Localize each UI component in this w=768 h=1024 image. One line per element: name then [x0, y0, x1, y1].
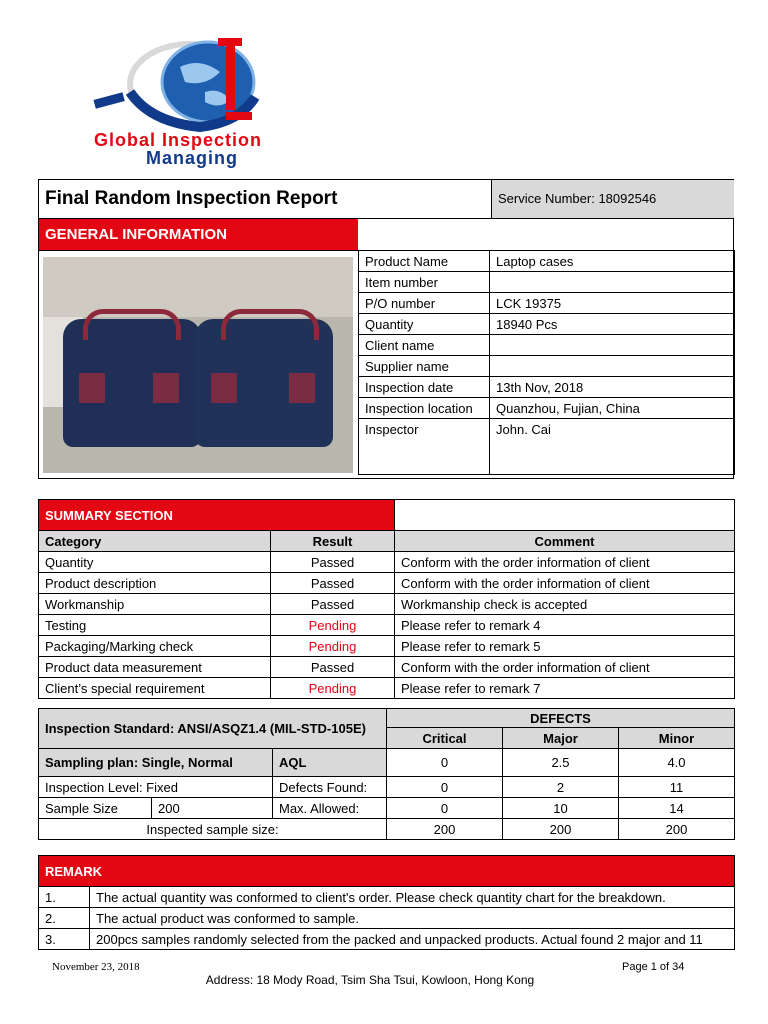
summary-category: Client’s special requirement — [39, 678, 271, 699]
info-label: Item number — [359, 272, 490, 293]
aql-table — [38, 708, 735, 840]
info-label: Inspection location — [359, 398, 490, 419]
summary-category: Testing — [39, 615, 271, 636]
info-label: P/O number — [359, 293, 490, 314]
summary-row — [39, 573, 735, 594]
remark-text: The actual quantity was conformed to client's order. Please check quantity chart for the breakdown. — [90, 887, 735, 908]
summary-result: Pending — [271, 615, 395, 636]
defects-found-minor: 11 — [619, 777, 735, 798]
info-label: Product Name — [359, 251, 490, 272]
general-info-table — [358, 250, 735, 475]
summary-row — [39, 657, 735, 678]
info-label: Supplier name — [359, 356, 490, 377]
summary-header: SUMMARY SECTION — [39, 500, 395, 531]
footer-page-number: Page 1 of 34 — [622, 961, 685, 973]
summary-comment: Please refer to remark 4 — [395, 615, 735, 636]
summary-result: Pending — [271, 636, 395, 657]
summary-result: Passed — [271, 552, 395, 573]
logo-text-line2: Managing — [146, 148, 238, 168]
aql-label: AQL — [273, 749, 387, 777]
summary-category: Packaging/Marking check — [39, 636, 271, 657]
summary-comment: Please refer to remark 5 — [395, 636, 735, 657]
summary-section — [38, 499, 735, 699]
service-number-value: 18092546 — [598, 191, 657, 206]
defects-header: DEFECTS — [387, 709, 735, 728]
summary-result: Passed — [271, 594, 395, 615]
info-value: John. Cai — [490, 419, 735, 475]
inspected-sample-label: Inspected sample size: — [39, 819, 387, 840]
col-minor: Minor — [619, 728, 735, 749]
info-row — [359, 251, 735, 272]
remark-number: 2. — [39, 908, 90, 929]
max-allowed-critical: 0 — [387, 798, 503, 819]
summary-row — [39, 594, 735, 615]
remark-section — [38, 855, 735, 950]
info-row — [359, 377, 735, 398]
info-value: Laptop cases — [490, 251, 735, 272]
remark-text: The actual product was conformed to sample. — [90, 908, 735, 929]
info-row — [359, 356, 735, 377]
info-row — [359, 419, 735, 475]
summary-result: Passed — [271, 657, 395, 678]
remark-row — [39, 929, 735, 950]
defects-found-label: Defects Found: — [273, 777, 387, 798]
footer-address: Address: 18 Mody Road, Tsim Sha Tsui, Kowloon, Hong Kong — [205, 973, 535, 987]
inspected-critical: 200 — [387, 819, 503, 840]
info-label: Client name — [359, 335, 490, 356]
summary-table — [38, 499, 735, 699]
summary-comment: Conform with the order information of client — [395, 552, 735, 573]
info-row — [359, 335, 735, 356]
summary-header-row — [39, 531, 735, 552]
summary-comment: Please refer to remark 7 — [395, 678, 735, 699]
info-value: Quanzhou, Fujian, China — [490, 398, 735, 419]
info-label: Inspection date — [359, 377, 490, 398]
remark-header: REMARK — [39, 856, 735, 887]
summary-comment: Conform with the order information of client — [395, 573, 735, 594]
info-row — [359, 398, 735, 419]
remark-row — [39, 908, 735, 929]
summary-row — [39, 552, 735, 573]
inspection-standard: Inspection Standard: ANSI/ASQZ1.4 (MIL-STD-105E) — [39, 709, 387, 749]
aql-minor: 4.0 — [619, 749, 735, 777]
sample-size-value: 200 — [152, 798, 273, 819]
summary-result: Pending — [271, 678, 395, 699]
remark-table — [38, 855, 735, 950]
col-category: Category — [39, 531, 271, 552]
info-value: 18940 Pcs — [490, 314, 735, 335]
sample-size-label: Sample Size — [39, 798, 152, 819]
inspected-major: 200 — [503, 819, 619, 840]
summary-comment: Conform with the order information of client — [395, 657, 735, 678]
max-allowed-major: 10 — [503, 798, 619, 819]
max-allowed-minor: 14 — [619, 798, 735, 819]
summary-comment: Workmanship check is accepted — [395, 594, 735, 615]
defects-found-critical: 0 — [387, 777, 503, 798]
aql-section — [38, 708, 735, 840]
col-result: Result — [271, 531, 395, 552]
info-row — [359, 272, 735, 293]
remark-text: 200pcs samples randomly selected from the packed and unpacked products. Actual found 2 major and 11 — [90, 929, 735, 950]
logo-text-line1: Global Inspection — [94, 130, 263, 150]
summary-category: Workmanship — [39, 594, 271, 615]
info-value: LCK 19375 — [490, 293, 735, 314]
summary-row — [39, 678, 735, 699]
service-number-label: Service Number: — [498, 191, 595, 206]
info-row — [359, 293, 735, 314]
col-critical: Critical — [387, 728, 503, 749]
col-comment: Comment — [395, 531, 735, 552]
aql-major: 2.5 — [503, 749, 619, 777]
footer-date: November 23, 2018 — [52, 961, 140, 973]
defects-found-major: 2 — [503, 777, 619, 798]
inspection-level: Inspection Level: Fixed — [39, 777, 273, 798]
company-logo — [90, 32, 340, 172]
info-value: 13th Nov, 2018 — [490, 377, 735, 398]
summary-row — [39, 615, 735, 636]
remark-number: 1. — [39, 887, 90, 908]
max-allowed-label: Max. Allowed: — [273, 798, 387, 819]
info-label: Quantity — [359, 314, 490, 335]
report-title: Final Random Inspection Report — [45, 188, 338, 209]
summary-category: Quantity — [39, 552, 271, 573]
service-number-box — [491, 180, 734, 218]
remark-row — [39, 887, 735, 908]
info-value — [490, 356, 735, 377]
globe-logo-icon — [90, 32, 340, 137]
product-photo — [43, 257, 353, 473]
general-info-header: GENERAL INFORMATION — [39, 219, 358, 250]
col-major: Major — [503, 728, 619, 749]
sampling-plan: Sampling plan: Single, Normal — [39, 749, 273, 777]
remark-number: 3. — [39, 929, 90, 950]
info-label: Inspector — [359, 419, 490, 475]
summary-category: Product description — [39, 573, 271, 594]
info-row — [359, 314, 735, 335]
general-info-section — [38, 179, 734, 479]
summary-row — [39, 636, 735, 657]
inspected-minor: 200 — [619, 819, 735, 840]
aql-critical: 0 — [387, 749, 503, 777]
summary-category: Product data measurement — [39, 657, 271, 678]
summary-result: Passed — [271, 573, 395, 594]
info-value — [490, 272, 735, 293]
info-value — [490, 335, 735, 356]
